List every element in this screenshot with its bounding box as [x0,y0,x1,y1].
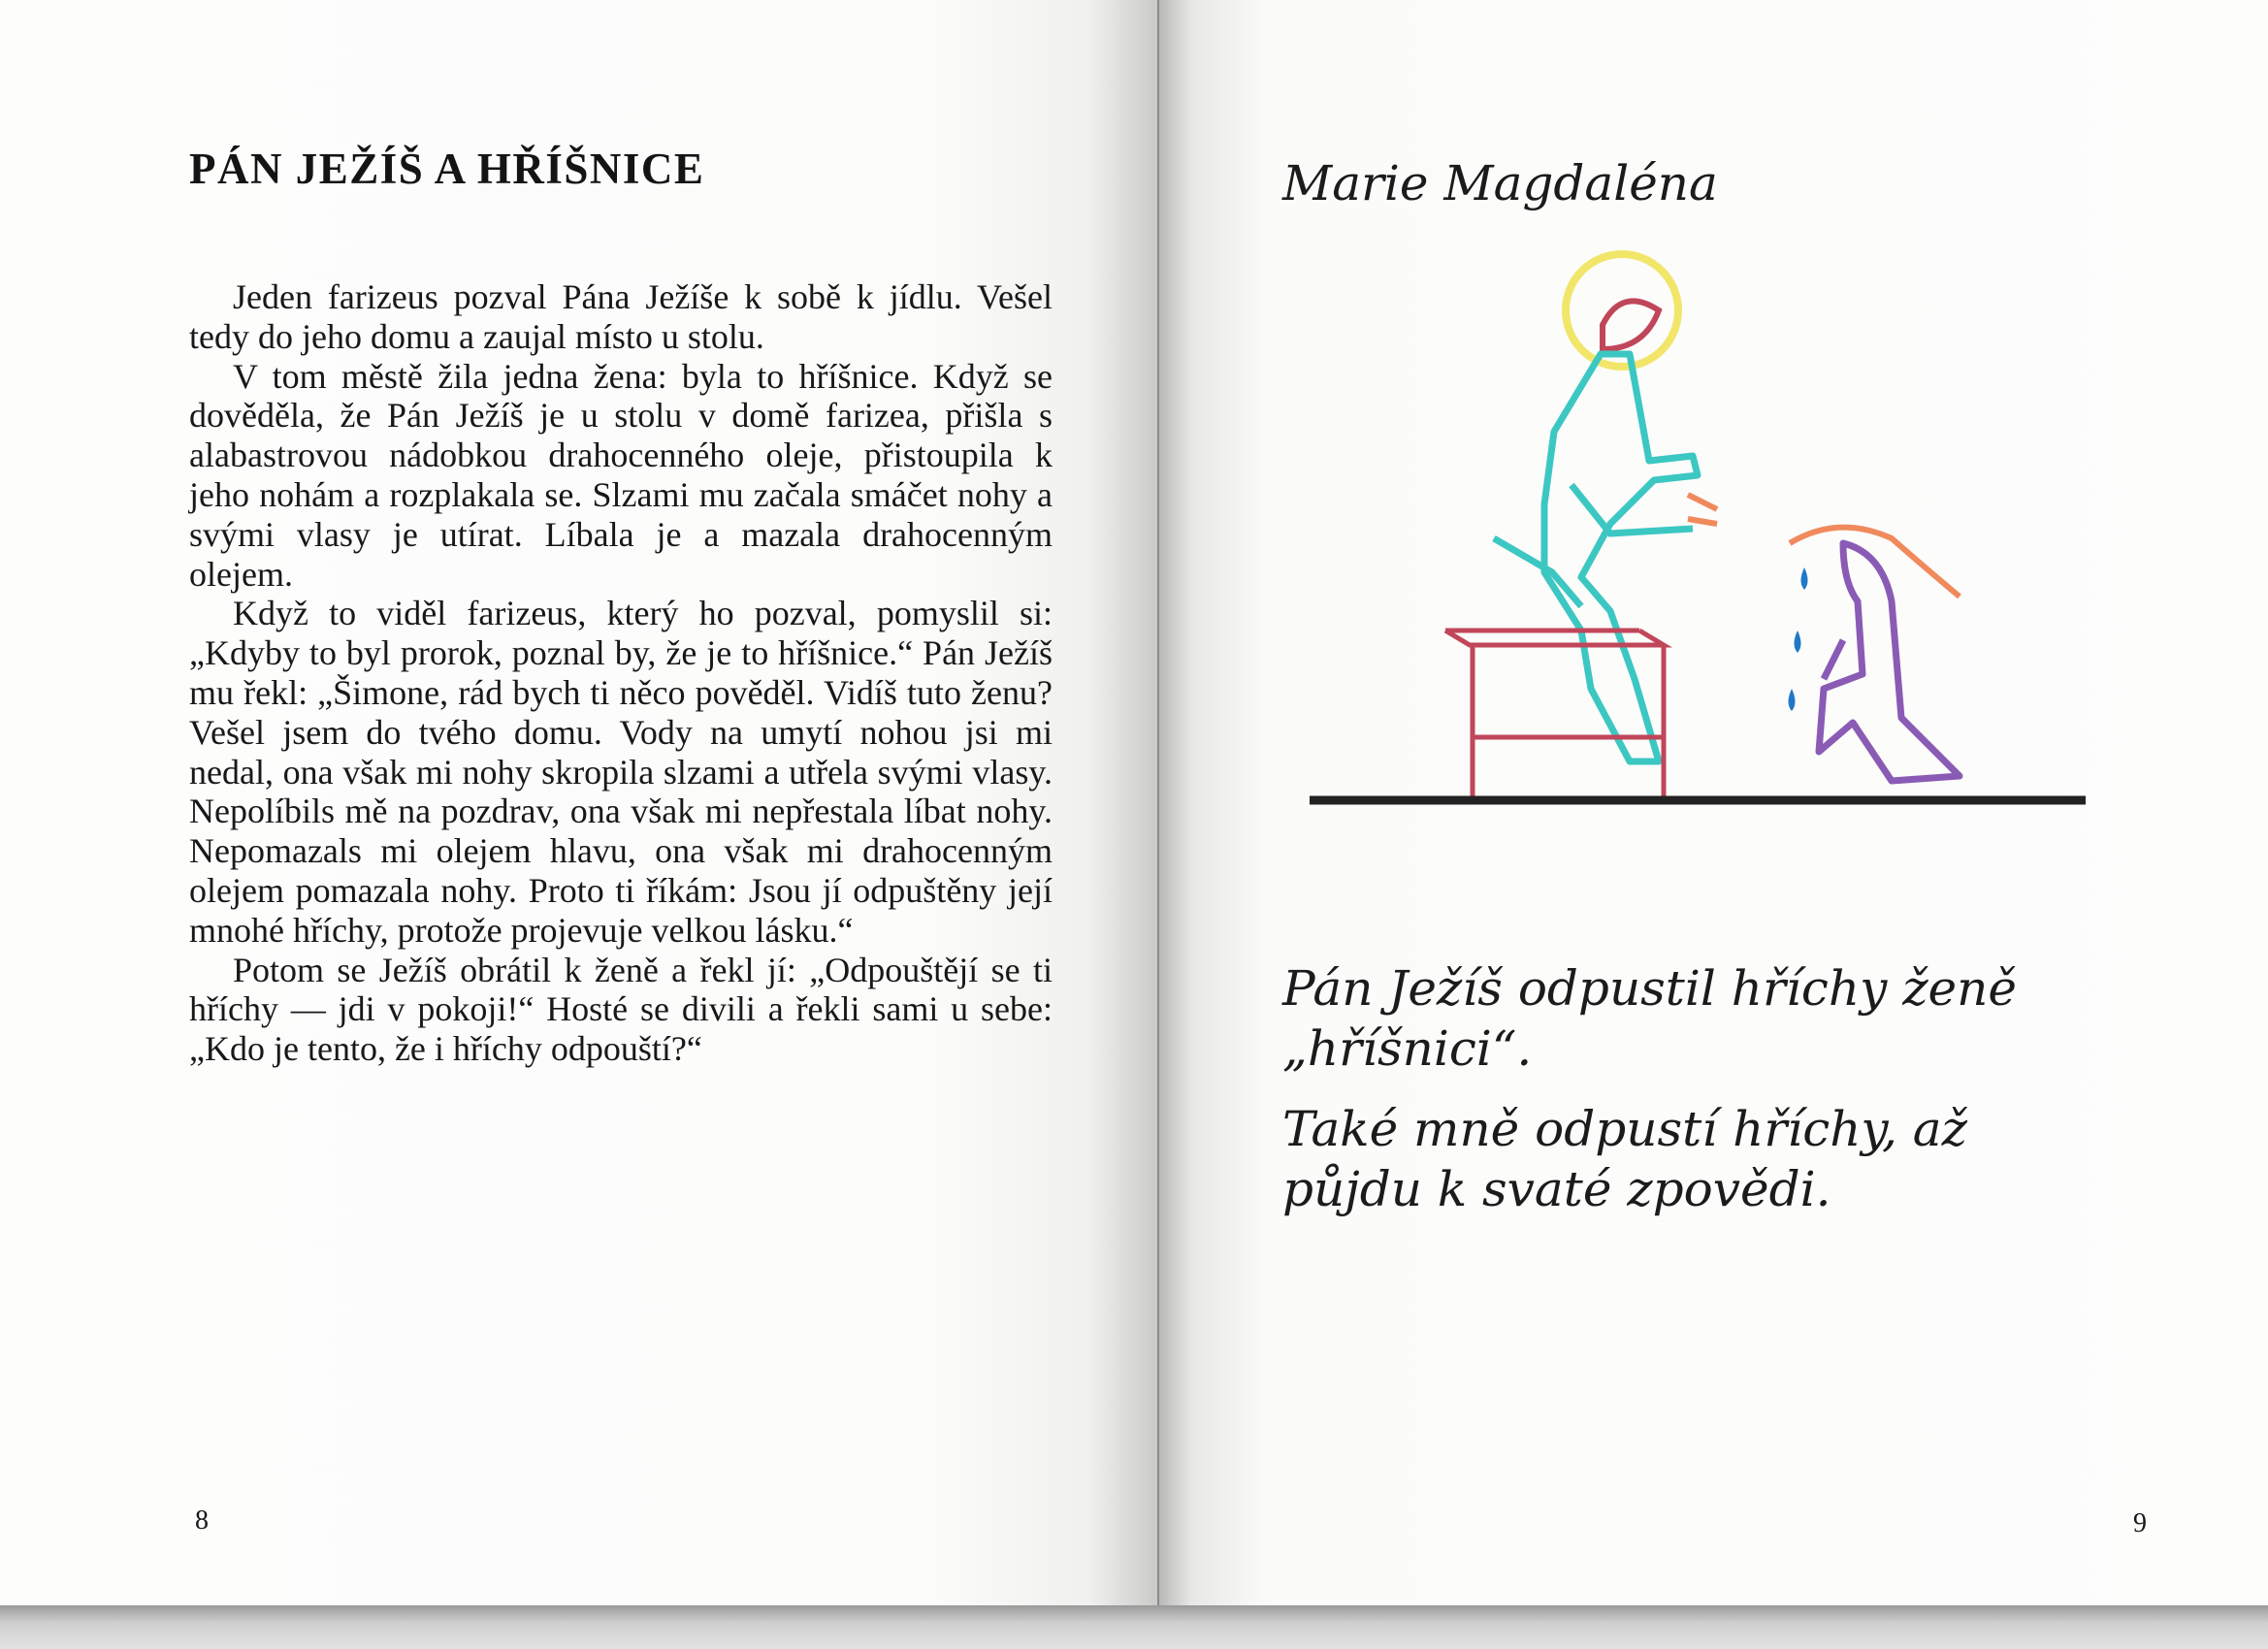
jesus-hand [1688,495,1717,524]
paragraph: V tom městě žila jedna žena: byla to hříšnice. Když se dověděla, že Pán Ježíš je u stolu v domě farizea, přišla s alabastrovou nádobkou drahocenného oleje, přistoupila k jeho nohám a rozplakala se. Slzami mu začala smáčet nohy a svými vlasy je utírat. Líbala je a mazala drahocenným olejem. [189,356,1053,594]
paragraph: Potom se Ježíš obrátil k ženě a řekl jí: „Odpouštějí se ti hříchy — jdi v pokoji!“ Hosté se divili a řekli sami u sebe: „Kdo je tento, že i hříchy odpouští?“ [189,950,1053,1069]
paragraph: Když to viděl farizeus, který ho pozval, pomyslil si: „Kdyby to byl prorok, poznal by, že je to hříšnice.“ Pán Ježíš mu řekl: „Šimone, rád bych ti něco pověděl. Vidíš tuto ženu? Vešel jsem do tvého domu. Vody na umytí nohou jsi mi nedal, ona však mi nohy skropila slzami a utřela svými vlasy. Nepolíbils mě na pozdrav, ona však mi nepřestala líbat nohy. Nepomazals mi olejem hlavu, ona však mi drahocenným olejem pomazala nohy. Proto ti říkám: Jsou jí odpuštěny její mnohé hříchy, protože projevuje velkou lásku.“ [189,594,1053,950]
handwritten-line: „hříšnici“. [1282,1020,1533,1077]
jesus-leg [1494,538,1581,606]
page-number-right: 9 [2133,1508,2147,1538]
jesus-figure [1544,354,1698,761]
jesus-head [1603,301,1659,349]
handwritten-line: půjdu k svaté zpovědi. [1282,1161,1831,1217]
woman-arm [1824,640,1843,679]
tear-drop [1795,630,1801,653]
handwritten-line: Pán Ježíš odpustil hříchy ženě [1282,960,2017,1017]
story-text [189,277,1053,1069]
tear-drop [1801,567,1808,590]
illustration-caption: Marie Magdaléna [1282,155,1718,211]
tear-drop [1789,689,1796,711]
handwritten-line: Také mně odpustí hříchy, až [1282,1101,1967,1157]
scan-edge-shadow [0,1605,2268,1649]
stool [1445,630,1664,800]
left-page [0,0,1159,1610]
page-title: PÁN JEŽÍŠ A HŘÍŠNICE [189,145,705,193]
paragraph: Jeden farizeus pozval Pána Ježíše k sobě k jídlu. Vešel tedy do jeho domu a zaujal místo u stolu. [189,277,1053,356]
page-number-left: 8 [195,1505,209,1536]
jesus-arm [1571,485,1693,534]
illustration-jesus-and-woman [1261,233,2134,815]
